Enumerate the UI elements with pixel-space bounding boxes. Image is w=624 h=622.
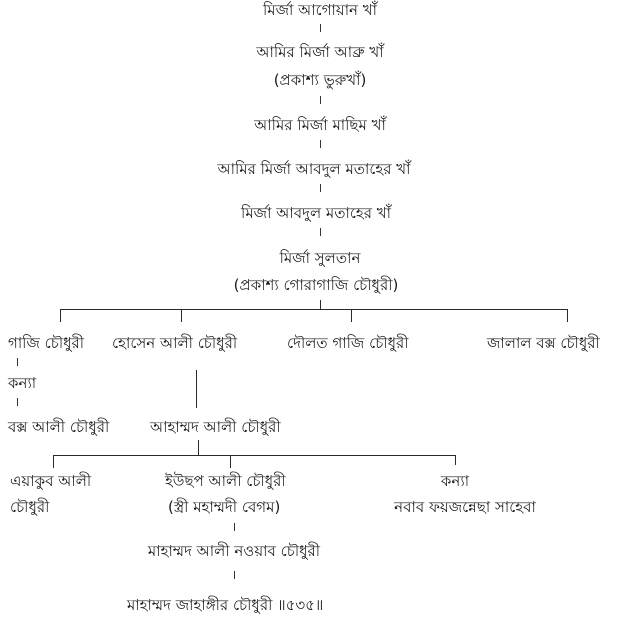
node-amir-mirza-abdul-motaher-khan: আমির মির্জা আবদুল মতাহের খাঁ xyxy=(217,160,411,178)
node-konya-2: কন্যা xyxy=(440,472,470,490)
branch-line xyxy=(60,309,568,310)
connector xyxy=(198,440,199,455)
node-nawab-foyzunnesa-saheba: নবাব ফয়জন্নেছা সাহেবা xyxy=(394,498,536,516)
node-hosen-ali-chowdhury: হোসেন আলী চৌধুরী xyxy=(112,334,238,352)
node-amir-mirza-machhim-khan: আমির মির্জা মাছিম খাঁ xyxy=(254,116,386,134)
node-jalal-boksh-chowdhury: জালাল বক্স চৌধুরী xyxy=(487,334,600,352)
node-mirza-abdul-motaher-khan: মির্জা আবদুল মতাহের খাঁ xyxy=(241,204,391,222)
branch-line xyxy=(53,455,456,456)
connector xyxy=(320,184,321,192)
connector xyxy=(17,358,18,366)
node-mahammad-jahangir-chowdhury xyxy=(127,595,323,615)
node-alias-bhurukhan: (প্রকাশ্য ভুরুখাঁ) xyxy=(273,71,367,89)
node-boksh-ali-chowdhury: বক্স আলী চৌধুরী xyxy=(8,418,110,436)
node-wife-mohammadi-begum: (স্ত্রী মহাম্মদী বেগম) xyxy=(168,498,281,516)
connector xyxy=(320,228,321,236)
node-mahammad-ali-nawab-chowdhury: মাহাম্মদ আলী নওয়াব চৌধুরী xyxy=(147,542,321,560)
node-eyakub-ali-chowdhury-line1: এয়াকুব আলী xyxy=(10,472,92,490)
connector xyxy=(196,370,197,408)
connector xyxy=(181,309,182,322)
node-mirza-sultan: মির্জা সুলতান xyxy=(279,249,361,267)
node-doulat-gazi-chowdhury: দৌলত গাজি চৌধুরী xyxy=(287,334,409,352)
connector xyxy=(455,455,456,465)
page-mark: ॥৫৩৫॥ xyxy=(277,596,324,614)
node-name: মাহাম্মদ জাহাঙ্গীর চৌধুরী xyxy=(127,596,273,614)
node-mirza-agoyan-khan: মির্জা আগোয়ান খাঁ xyxy=(263,1,377,19)
connector xyxy=(234,571,235,579)
connector xyxy=(351,309,352,322)
connector xyxy=(234,523,235,531)
connector xyxy=(320,140,321,148)
connector xyxy=(17,398,18,406)
connector xyxy=(60,309,61,322)
connector xyxy=(53,455,54,468)
connector xyxy=(320,24,321,32)
node-konya: কন্যা xyxy=(8,374,37,392)
connector xyxy=(230,455,231,468)
node-alias-goragazi-chowdhury: (প্রকাশ্য গোরাগাজি চৌধুরী) xyxy=(233,276,399,294)
node-yusup-ali-chowdhury: ইউছপ আলী চৌধুরী xyxy=(165,472,286,490)
node-amir-mirza-abru-khan: আমির মির্জা আব্রু খাঁ xyxy=(256,43,384,61)
connector xyxy=(320,96,321,104)
node-ahammad-ali-chowdhury: আহাম্মদ আলী চৌধুরী xyxy=(150,418,281,436)
node-gazi-chowdhury: গাজি চৌধুরী xyxy=(8,334,85,352)
node-eyakub-ali-chowdhury-line2: চৌধুরী xyxy=(10,498,50,516)
connector xyxy=(567,309,568,322)
